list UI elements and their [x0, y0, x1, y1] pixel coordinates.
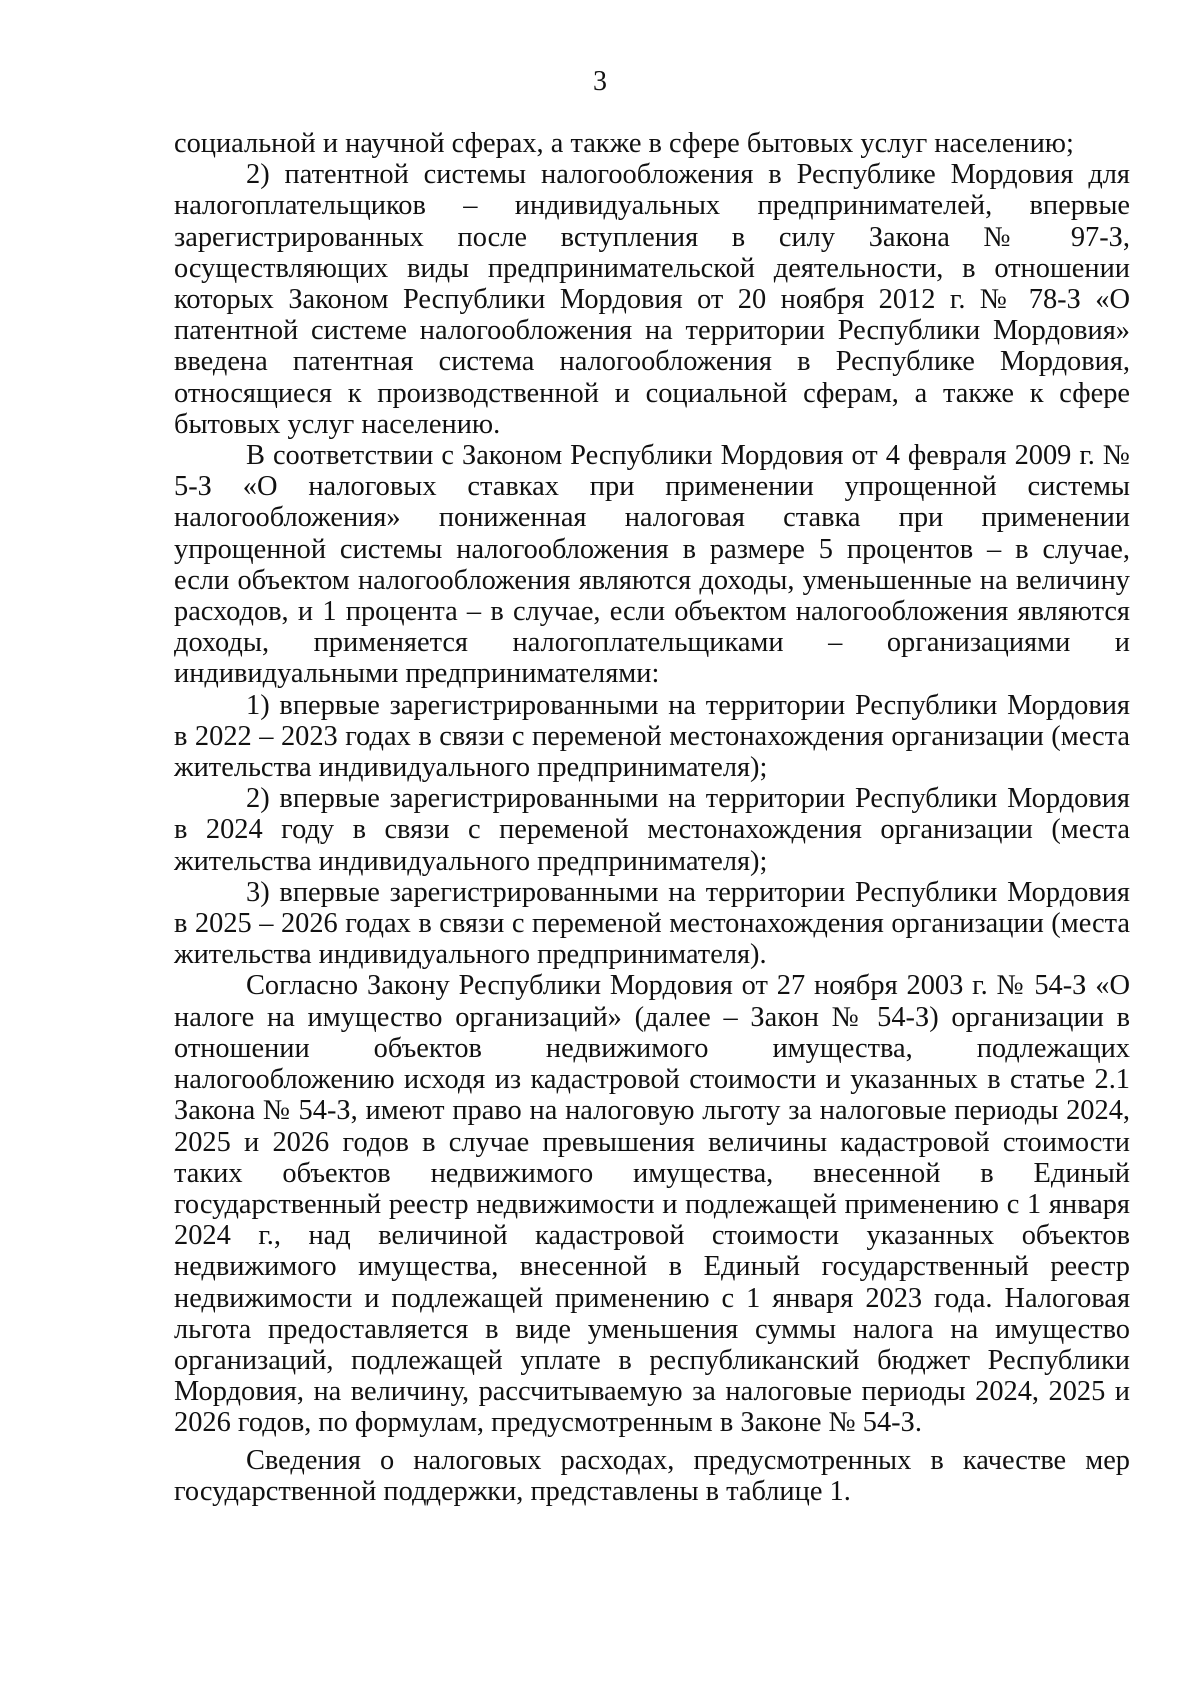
- paragraph-usn-item-2: 2) впервые зарегистрированными на территории Республики Мордовия в 2024 году в связи с переменой местонахождения организации (места жительства индивидуального предпринимателя);: [174, 783, 1130, 877]
- page-number: 3: [593, 66, 607, 97]
- document-body: [174, 128, 1130, 1507]
- paragraph-usn-law: В соответствии с Законом Республики Мордовия от 4 февраля 2009 г. № 5-З «О налоговых ставках при применении упрощенной системы налогообложения» пониженная налоговая ставка при применении упрощенной системы налогообложения в размере 5 процентов – в случае, если объектом налогообложения являются доходы, уменьшенные на величину расходов, и 1 процента – в случае, если объектом налогообложения являются доходы, применяется налогоплательщиками – организациями и индивидуальными предпринимателями:: [174, 440, 1130, 690]
- paragraph-usn-item-1: 1) впервые зарегистрированными на территории Республики Мордовия в 2022 – 2023 годах в связи с переменой местонахождения организации (места жительства индивидуального предпринимателя);: [174, 689, 1130, 784]
- paragraph-continuation: социальной и научной сферах, а также в сфере бытовых услуг населению;: [174, 128, 1074, 159]
- paragraph-usn-item-3: 3) впервые зарегистрированными на территории Республики Мордовия в 2025 – 2026 годах в связи с переменой местонахождения организации (места жительства индивидуального предпринимателя).: [174, 876, 1130, 971]
- paragraph-table-reference: Сведения о налоговых расходах, предусмотренных в качестве мер государственной поддержки, представлены в таблице 1.: [174, 1444, 1130, 1507]
- paragraph-property-tax: Согласно Закону Республики Мордовия от 27 ноября 2003 г. № 54-З «О налоге на имущество организаций» (далее – Закон № 54-З) организации в отношении объектов недвижимого имущества, подлежащих налогообложению исходя из кадастровой стоимости и указанных в статье 2.1 Закона № 54-З, имеют право на налоговую льготу за налоговые периоды 2024, 2025 и 2026 годов в случае превышения величины кадастровой стоимости таких объектов недвижимого имущества, внесенной в Единый государственный реестр недвижимости и подлежащей применению с 1 января 2024 г., над величиной кадастровой стоимости указанных объектов недвижимого имущества, внесенной в Единый государственный реестр недвижимости и подлежащей применению с 1 января 2023 года. Налоговая льгота предоставляется в виде уменьшения суммы налога на имущество организаций, подлежащей уплате в республиканский бюджет Республики Мордовия, на величину, рассчитываемую за налоговые периоды 2024, 2025 и 2026 годов, по формулам, предусмотренным в Законе № 54-З.: [174, 970, 1130, 1439]
- paragraph-patent-item-2: 2) патентной системы налогообложения в Республике Мордовия для налогоплательщиков – индивидуальных предпринимателей, впервые зарегистрированных после вступления в силу Закона № 97-З, осуществляющих виды предпринимательской деятельности, в отношении которых Законом Республики Мордовия от 20 ноября 2012 г. № 78-З «О патентной системе налогообложения на территории Республики Мордовия» введена патентная система налогообложения в Республике Мордовия, относящиеся к производственной и социальной сферам, а также к сфере бытовых услуг населению.: [174, 159, 1130, 440]
